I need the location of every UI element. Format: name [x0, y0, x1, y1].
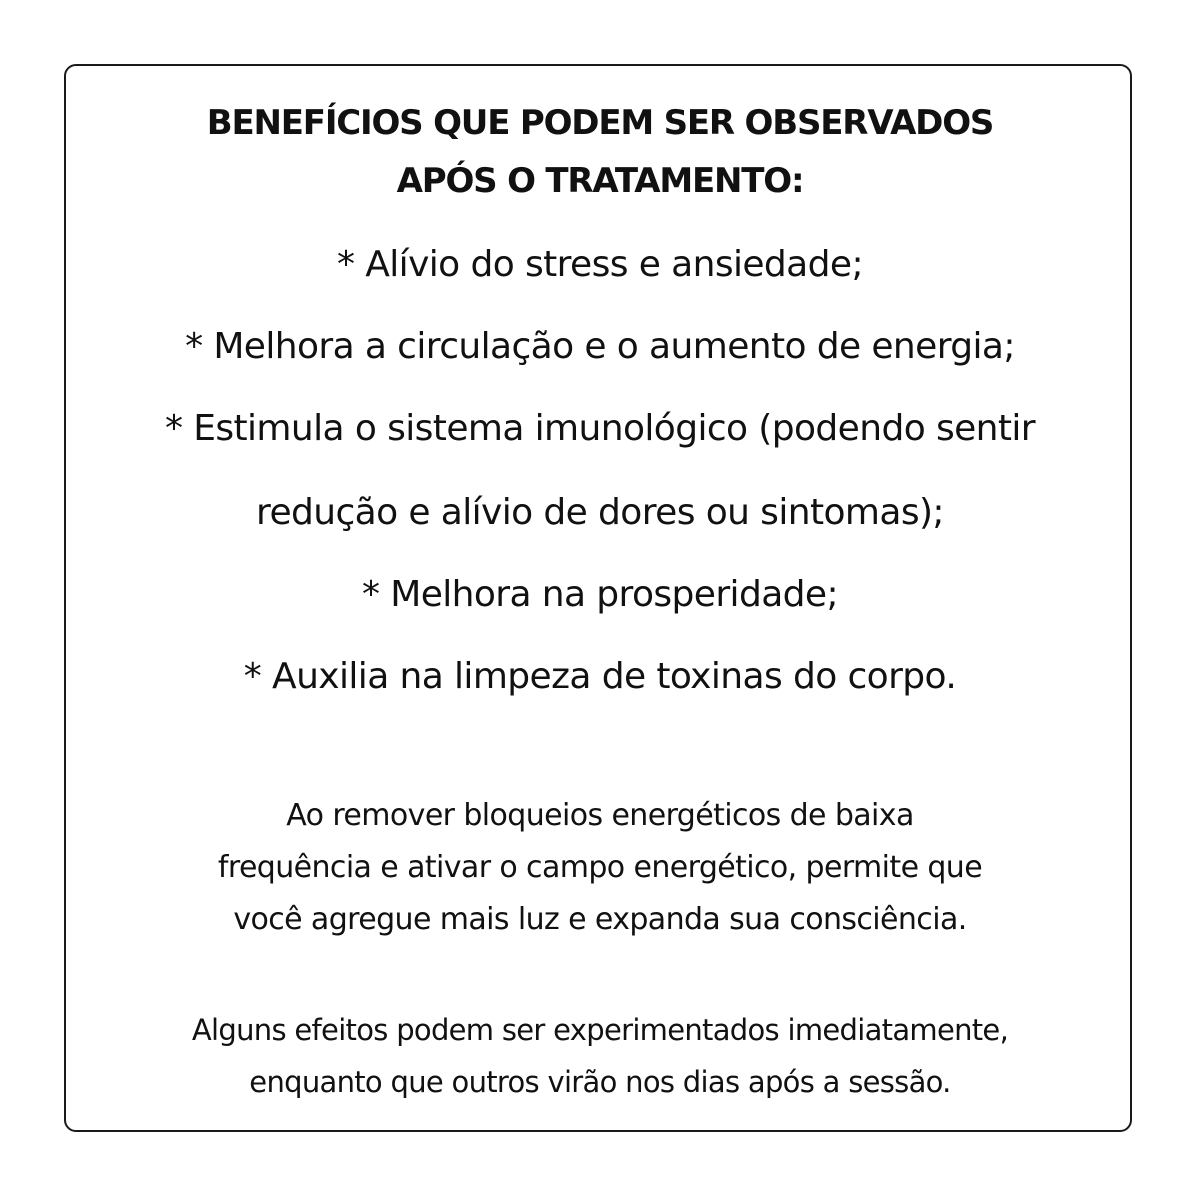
benefit-detox: * Auxilia na limpeza de toxinas do corpo.: [243, 656, 957, 697]
effects-paragraph-line-2: enquanto que outros virão nos dias após a sessão.: [249, 1065, 951, 1099]
title-line-1: BENEFÍCIOS QUE PODEM SER OBSERVADOS: [206, 103, 994, 143]
title-line-2: APÓS O TRATAMENTO:: [396, 161, 804, 201]
energy-paragraph-line-3: você agregue mais luz e expanda sua consciência.: [233, 902, 967, 937]
benefit-circulation: * Melhora a circulação e o aumento de energia;: [185, 326, 1015, 367]
energy-paragraph-line-1: Ao remover bloqueios energéticos de baixa: [286, 798, 914, 833]
benefit-immune-system-continued: redução e alívio de dores ou sintomas);: [256, 492, 944, 533]
energy-paragraph-line-2: frequência e ativar o campo energético, permite que: [217, 850, 983, 885]
benefit-prosperity: * Melhora na prosperidade;: [361, 574, 838, 615]
effects-paragraph-line-1: Alguns efeitos podem ser experimentados imediatamente,: [191, 1013, 1009, 1047]
benefit-immune-system: * Estimula o sistema imunológico (podendo sentir: [164, 408, 1036, 449]
benefit-stress-relief: * Alívio do stress e ansiedade;: [337, 244, 863, 285]
